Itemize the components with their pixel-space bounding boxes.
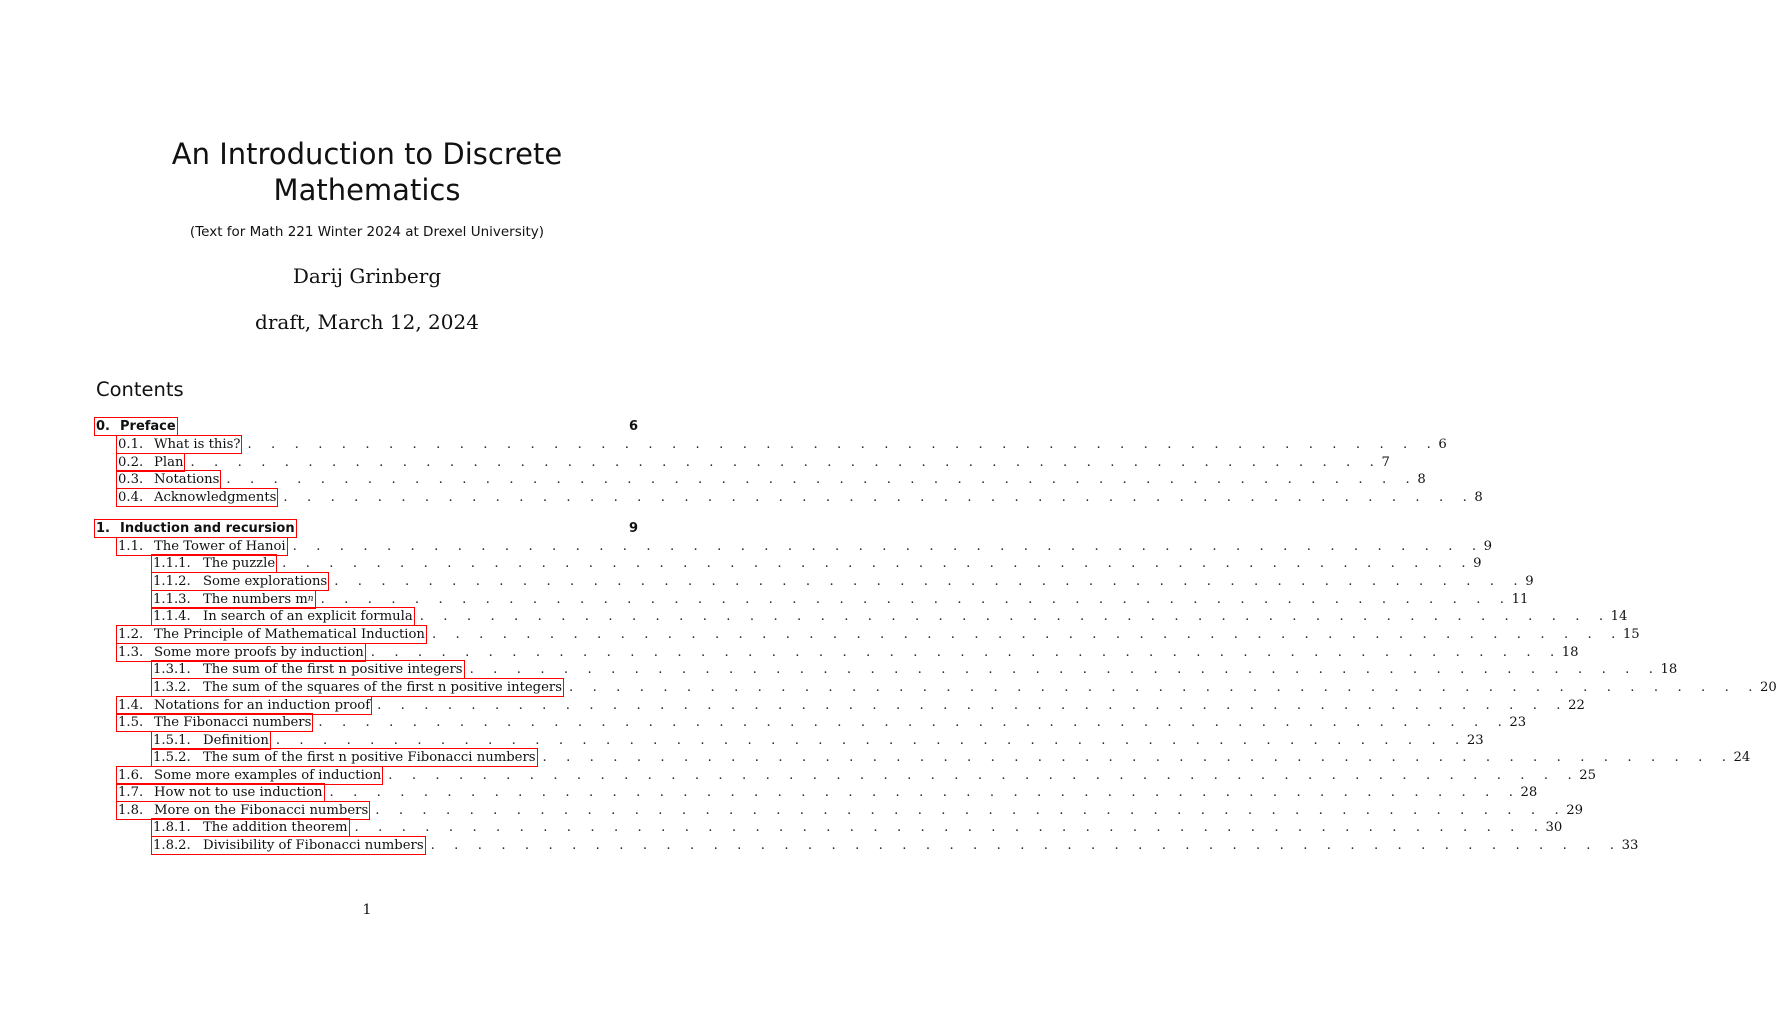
- toc-leader-dots: . . . . . . . . . . . . . . . . . . . . . . . . . . . . . . . . . . . . . . . . . . . . . . . . . . .: [542, 750, 1734, 765]
- toc-page-number[interactable]: 23: [1466, 733, 1484, 748]
- toc-link[interactable]: [152, 837, 425, 854]
- toc-leader-dots: . . . . . . . . . . . . . . . . . . . . . . . . . . . . . . . . . . . . . . . . . . . . . . . . . . .: [292, 539, 1484, 554]
- toc-page-number[interactable]: 9: [1525, 574, 1534, 589]
- toc-link[interactable]: [117, 802, 369, 819]
- toc-leader-dots: . . . . . . . . . . . . . . . . . . . . . . . . . . . . . . . . . . . . . . . . . . . . . . . . . . .: [370, 645, 1562, 660]
- toc-link[interactable]: [152, 732, 270, 749]
- toc-label: Preface: [120, 419, 176, 434]
- toc-entry[interactable]: [95, 555, 1482, 572]
- toc-page-number[interactable]: 8: [1417, 472, 1426, 487]
- toc-link[interactable]: [152, 573, 328, 590]
- toc-link[interactable]: [152, 679, 563, 696]
- toc-entry[interactable]: [95, 714, 1527, 731]
- toc-entry[interactable]: [95, 520, 638, 537]
- toc-label-subscript: n: [307, 594, 314, 604]
- toc-number: 0.1.: [118, 437, 144, 452]
- toc-number: 0.4.: [118, 490, 144, 505]
- toc-label: Definition: [203, 733, 269, 748]
- toc-link[interactable]: [117, 767, 382, 784]
- toc-leader-dots: . . . . . . . . . . . . . . . . . . . . . . . . . . . . . . . . . . . . . . . . . . . . . . . . . . .: [469, 662, 1661, 677]
- toc-page-number[interactable]: 6: [628, 419, 638, 434]
- toc-number: 1.6.: [118, 768, 144, 783]
- toc-leader-dots: . . . . . . . . . . . . . . . . . . . . . . . . . . . . . . . . . . . . . . . . . . . . . . . . . . .: [226, 472, 1418, 487]
- toc-number: 1.5.: [118, 715, 144, 730]
- toc-entry[interactable]: [95, 784, 1538, 801]
- toc-link[interactable]: [152, 819, 349, 836]
- toc-page-number[interactable]: 9: [628, 521, 638, 536]
- toc-link[interactable]: [117, 626, 426, 643]
- toc-link[interactable]: [152, 555, 276, 572]
- toc-label: Some explorations: [203, 574, 328, 589]
- toc-entry[interactable]: [95, 454, 1390, 471]
- toc-leader-dots: . . . . . . . . . . . . . . . . . . . . . . . . . . . . . . . . . . . . . . . . . . . . . . . . . . .: [354, 820, 1546, 835]
- toc-label: Some more examples of induction: [154, 768, 382, 783]
- toc-leader-dots: . . . . . . . . . . . . . . . . . . . . . . . . . . . . . . . . . . . . . . . . . . . . . . . . . . .: [283, 490, 1475, 505]
- toc-page-number[interactable]: 9: [1483, 539, 1492, 554]
- toc-label: The addition theorem: [203, 820, 348, 835]
- toc-entry[interactable]: [95, 573, 1534, 590]
- toc-page-number[interactable]: 14: [1610, 609, 1628, 624]
- toc-label: The Fibonacci numbers: [154, 715, 312, 730]
- toc-entry[interactable]: [95, 837, 1639, 854]
- toc-page-number[interactable]: 25: [1579, 768, 1597, 783]
- toc-number: 0.2.: [118, 455, 144, 470]
- toc-page-number[interactable]: 11: [1511, 592, 1529, 607]
- toc-number: 1.3.1.: [153, 662, 191, 677]
- title-line-1: An Introduction to Discrete: [171, 137, 563, 171]
- toc-leader-dots: . . . . . . . . . . . . . . . . . . . . . . . . . . . . . . . . . . . . . . . . . . . . . . . . . . .: [431, 627, 1623, 642]
- toc-leader-dots: . . . . . . . . . . . . . . . . . . . . . . . . . . . . . . . . . . . . . . . . . . . . . . . . . . .: [282, 556, 1474, 571]
- toc-entry[interactable]: [95, 767, 1597, 784]
- toc-number: 1.3.2.: [153, 680, 191, 695]
- toc-leader-dots: . . . . . . . . . . . . . . . . . . . . . . . . . . . . . . . . . . . . . . . . . . . . . . . . . . .: [320, 592, 1512, 607]
- toc-page-number[interactable]: 6: [1438, 437, 1447, 452]
- toc-page-number[interactable]: 7: [1381, 455, 1390, 470]
- toc-number: 0.: [96, 419, 110, 434]
- toc-entry[interactable]: [95, 819, 1563, 836]
- toc-leader-dots: . . . . . . . . . . . . . . . . . . . . . . . . . . . . . . . . . . . . . . . . . . . . . . . . . . .: [334, 574, 1526, 589]
- author-name: Darij Grinberg: [292, 264, 442, 288]
- toc-leader-dots: . . . . . . . . . . . . . . . . . . . . . . . . . . . . . . . . . . . . . . . . . . . . . . . . . . .: [329, 785, 1521, 800]
- title-line-2: Mathematics: [273, 173, 461, 207]
- toc-link[interactable]: [152, 661, 464, 678]
- toc-number: 0.3.: [118, 472, 144, 487]
- page-number: 1: [362, 902, 372, 918]
- toc-label: How not to use induction: [154, 785, 323, 800]
- toc-leader-dots: . . . . . . . . . . . . . . . . . . . . . . . . . . . . . . . . . . . . . . . . . . . . . . . . . . .: [377, 698, 1569, 713]
- toc-page-number[interactable]: 33: [1621, 838, 1639, 853]
- toc-number: 1.8.1.: [153, 820, 191, 835]
- toc-label: The sum of the first n positive Fibonacci numbers: [203, 750, 536, 765]
- toc-entry[interactable]: [95, 436, 1447, 453]
- toc-link[interactable]: [117, 538, 287, 555]
- toc-page-number[interactable]: 29: [1566, 803, 1584, 818]
- toc-link[interactable]: [152, 608, 414, 625]
- toc-entry[interactable]: [95, 732, 1484, 749]
- toc-leader-dots: . . . . . . . . . . . . . . . . . . . . . . . . . . . . . . . . . . . . . . . . . . . . . . . . . . .: [419, 609, 1611, 624]
- toc-link[interactable]: [117, 489, 277, 506]
- toc-label: Divisibility of Fibonacci numbers: [203, 838, 424, 853]
- draft-date: draft, March 12, 2024: [255, 310, 479, 334]
- toc-entry[interactable]: [95, 802, 1584, 819]
- toc-leader-dots: . . . . . . . . . . . . . . . . . . . . . . . . . . . . . . . . . . . . . . . . . . . . . . . . . . .: [375, 803, 1567, 818]
- toc-entry[interactable]: [95, 471, 1426, 488]
- toc-label: Induction and recursion: [120, 521, 295, 536]
- toc-number: 1.1.2.: [153, 574, 191, 589]
- toc-link[interactable]: [95, 418, 177, 435]
- toc-leader-dots: . . . . . . . . . . . . . . . . . . . . . . . . . . . . . . . . . . . . . . . . . . . . . . . . . . .: [318, 715, 1510, 730]
- toc-leader-dots: . . . . . . . . . . . . . . . . . . . . . . . . . . . . . . . . . . . . . . . . . . . . . . . . . . .: [247, 437, 1439, 452]
- toc-link[interactable]: [117, 697, 371, 714]
- toc-entry[interactable]: [95, 626, 1640, 643]
- toc-leader-dots: . . . . . . . . . . . . . . . . . . . . . . . . . . . . . . . . . . . . . . . . . . . . . . . . . . .: [430, 838, 1622, 853]
- toc-link[interactable]: [117, 714, 312, 731]
- toc-page-number[interactable]: 8: [1474, 490, 1483, 505]
- toc-number: 1.7.: [118, 785, 144, 800]
- toc-entry[interactable]: [95, 661, 1678, 678]
- toc-page-number[interactable]: 22: [1568, 698, 1585, 713]
- toc-label: Plan: [154, 455, 184, 470]
- toc-label: Notations for an induction proof: [154, 698, 371, 713]
- toc-entry[interactable]: [95, 418, 638, 435]
- toc-link[interactable]: [152, 749, 537, 766]
- toc-label: In search of an explicit formula: [203, 609, 413, 624]
- toc-entry[interactable]: [95, 591, 1529, 608]
- toc-label: The puzzle: [203, 556, 276, 571]
- toc-number: 1.: [96, 521, 110, 536]
- toc-page-number[interactable]: 30: [1545, 820, 1563, 835]
- toc-page-number[interactable]: 15: [1622, 627, 1640, 642]
- toc-label: The sum of the squares of the first n positive integers: [203, 680, 562, 695]
- toc-leader-dots: . . . . . . . . . . . . . . . . . . . . . . . . . . . . . . . . . . . . . . . . . . . . . . . . . . .: [388, 768, 1580, 783]
- toc-link[interactable]: [152, 591, 315, 608]
- toc-link[interactable]: [117, 644, 365, 661]
- toc-label: More on the Fibonacci numbers: [154, 803, 369, 818]
- toc-link[interactable]: [117, 436, 241, 453]
- toc-number: 1.5.1.: [153, 733, 191, 748]
- toc-number: 1.5.2.: [153, 750, 191, 765]
- toc-entry[interactable]: [95, 538, 1492, 555]
- toc-page-number[interactable]: 23: [1509, 715, 1527, 730]
- toc-link[interactable]: [95, 520, 296, 537]
- toc-number: 1.1.1.: [153, 556, 191, 571]
- toc-label: Notations: [154, 472, 220, 487]
- toc-leader-dots: . . . . . . . . . . . . . . . . . . . . . . . . . . . . . . . . . . . . . . . . . . . . . . . . . . .: [190, 455, 1382, 470]
- toc-page-number[interactable]: 9: [1473, 556, 1482, 571]
- toc-entry[interactable]: [95, 679, 1777, 696]
- toc-number: 1.8.: [118, 803, 144, 818]
- contents-heading: Contents: [96, 378, 184, 401]
- toc-link[interactable]: [117, 454, 184, 471]
- toc-label: Some more proofs by induction: [154, 645, 364, 660]
- toc-number: 1.3.: [118, 645, 144, 660]
- toc-number: 1.8.2.: [153, 838, 191, 853]
- toc-number: 1.4.: [118, 698, 144, 713]
- toc-entry[interactable]: [95, 644, 1579, 661]
- toc-label: The numbers m: [203, 592, 308, 607]
- toc-leader-dots: . . . . . . . . . . . . . . . . . . . . . . . . . . . . . . . . . . . . . . . . . . . . . . . . . . .: [275, 733, 1467, 748]
- toc-page-number[interactable]: 18: [1561, 645, 1579, 660]
- toc-entry[interactable]: [95, 697, 1585, 714]
- toc-label: What is this?: [154, 437, 241, 452]
- toc-page-number[interactable]: 20: [1759, 680, 1777, 695]
- toc-label: The sum of the first n positive integers: [203, 662, 463, 677]
- document-subtitle: (Text for Math 221 Winter 2024 at Drexel University): [189, 224, 545, 240]
- toc-number: 1.1.4.: [153, 609, 191, 624]
- toc-page-number[interactable]: 18: [1660, 662, 1678, 677]
- toc-number: 1.1.3.: [153, 592, 191, 607]
- toc-page-number[interactable]: 28: [1520, 785, 1538, 800]
- document-title: [0, 136, 734, 208]
- toc-link[interactable]: [117, 471, 220, 488]
- toc-link[interactable]: [117, 784, 324, 801]
- toc-label: Acknowledgments: [154, 490, 277, 505]
- toc-entry[interactable]: [95, 749, 1751, 766]
- toc-page-number[interactable]: 24: [1733, 750, 1751, 765]
- toc-label: The Principle of Mathematical Induction: [154, 627, 425, 642]
- toc-number: 1.2.: [118, 627, 144, 642]
- toc-entry[interactable]: [95, 489, 1483, 506]
- toc-leader-dots: . . . . . . . . . . . . . . . . . . . . . . . . . . . . . . . . . . . . . . . . . . . . . . . . . . .: [569, 680, 1760, 695]
- toc-number: 1.1.: [118, 539, 144, 554]
- toc-entry[interactable]: [95, 608, 1628, 625]
- toc-label: The Tower of Hanoi: [154, 539, 286, 554]
